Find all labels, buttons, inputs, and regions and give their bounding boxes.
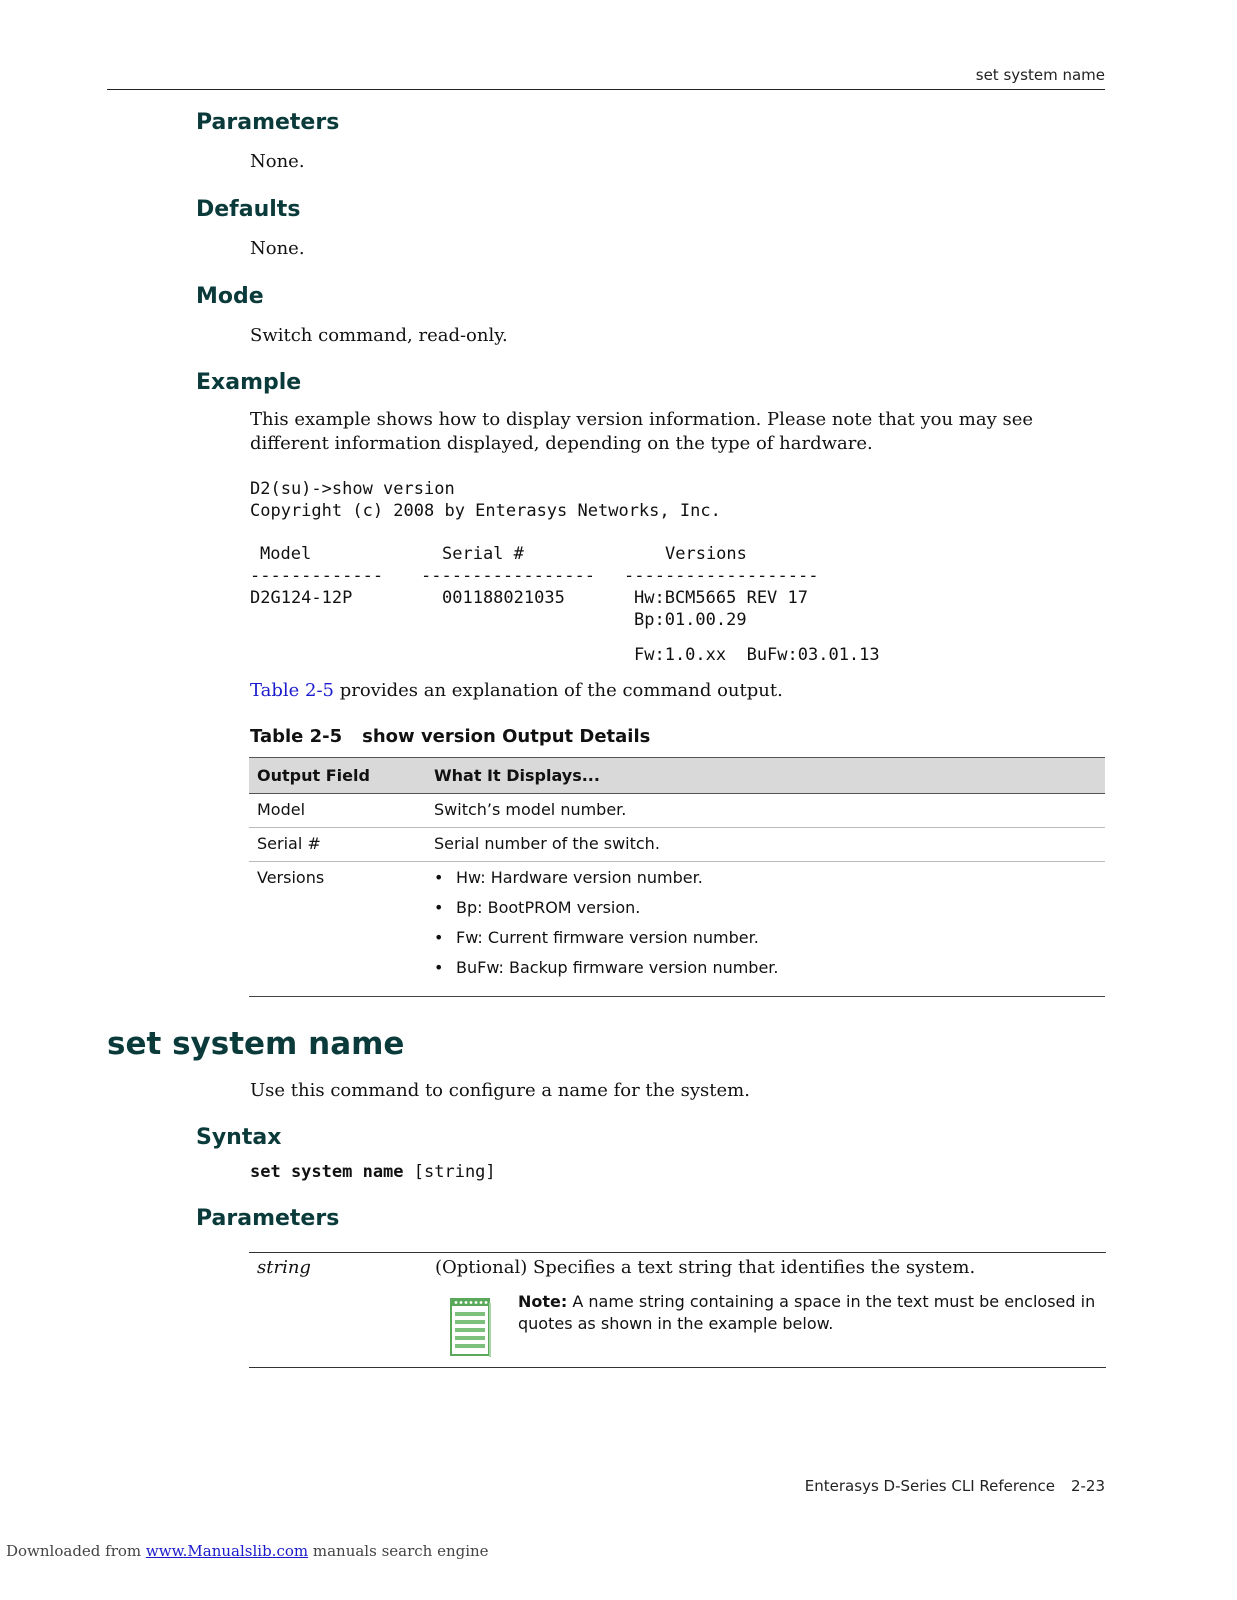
- syntax-argument: [string]: [403, 1162, 496, 1182]
- parameters-heading: Parameters: [196, 110, 340, 135]
- section-title: set system name: [107, 1026, 405, 1062]
- note-label: Note:: [518, 1292, 568, 1311]
- defaults-text: None.: [250, 238, 305, 259]
- parameter-description: (Optional) Specifies a text string that identifies the system.: [435, 1257, 976, 1278]
- download-banner: [6, 1542, 489, 1560]
- table-reference-sentence: [250, 679, 783, 703]
- table-cell-description: [426, 862, 1105, 997]
- cli-dash-versions: -------------------: [624, 566, 819, 586]
- table-cell-field: Serial #: [249, 828, 426, 862]
- cli-dash-model: -------------: [250, 566, 384, 586]
- cli-model-value: D2G124-12P: [250, 588, 353, 608]
- cli-header-serial: Serial #: [442, 544, 524, 564]
- note-icon: [449, 1295, 493, 1363]
- table-2-5-link[interactable]: Table 2-5: [250, 680, 334, 701]
- table-cell-field: Model: [249, 794, 426, 828]
- cli-header-versions: Versions: [665, 544, 747, 564]
- output-details-table: [249, 757, 1105, 997]
- table-cell-description: Switch’s model number.: [426, 794, 1105, 828]
- parameters-heading-2: Parameters: [196, 1206, 340, 1231]
- download-suffix: manuals search engine: [308, 1542, 489, 1560]
- syntax-heading: Syntax: [196, 1125, 282, 1150]
- parameters-text: None.: [250, 151, 305, 172]
- cli-bp-value: Bp:01.00.29: [634, 610, 747, 630]
- table-cell-description: Serial number of the switch.: [426, 828, 1105, 862]
- cli-header-model: Model: [260, 544, 312, 564]
- running-head: set system name: [975, 66, 1105, 84]
- note-body: A name string containing a space in the text must be enclosed in quotes as shown in the example below.: [518, 1292, 1096, 1333]
- syntax-command: set system name: [250, 1162, 404, 1182]
- list-item: • Fw: Current firmware version number.: [434, 928, 1097, 958]
- table-row: [249, 862, 1105, 997]
- versions-list: [434, 868, 1097, 988]
- syntax-line: [250, 1162, 496, 1182]
- table-reference-rest: provides an explanation of the command output.: [333, 680, 783, 701]
- column-header-output-field: Output Field: [249, 758, 426, 794]
- defaults-heading: Defaults: [196, 197, 301, 222]
- cli-hw-value: Hw:BCM5665 REV 17: [634, 588, 808, 608]
- mode-heading: Mode: [196, 284, 264, 309]
- section-intro: Use this command to configure a name for the system.: [250, 1080, 750, 1101]
- cli-fw-value: Fw:1.0.xx BuFw:03.01.13: [634, 645, 880, 665]
- table-row: [249, 828, 1105, 862]
- list-item: • Hw: Hardware version number.: [434, 868, 1097, 898]
- cli-serial-value: 001188021035: [442, 588, 565, 608]
- parameter-name: string: [257, 1257, 311, 1278]
- manualslib-link[interactable]: www.Manualslib.com: [145, 1542, 309, 1560]
- parameters-table: [249, 1252, 1106, 1368]
- list-item: • BuFw: Backup firmware version number.: [434, 958, 1097, 988]
- example-heading: Example: [196, 370, 302, 395]
- table-caption-number: Table 2-5: [250, 726, 343, 747]
- list-item: • Bp: BootPROM version.: [434, 898, 1097, 928]
- table-row: [249, 794, 1105, 828]
- page-footer: [700, 1477, 1105, 1495]
- cli-dash-serial: -----------------: [421, 566, 595, 586]
- footer-book-title: Enterasys D-Series CLI Reference: [804, 1477, 1055, 1495]
- column-header-what-it-displays: What It Displays...: [426, 758, 1105, 794]
- table-caption: [250, 726, 650, 747]
- example-text: This example shows how to display version information. Please note that you may see different information displayed, depending on the type of hardware.: [250, 409, 1034, 454]
- table-cell-field: Versions: [249, 862, 426, 997]
- header-rule: [107, 89, 1105, 90]
- download-prefix: Downloaded from: [6, 1542, 146, 1560]
- cli-line-copyright: Copyright (c) 2008 by Enterasys Networks, Inc.: [250, 501, 721, 521]
- table-caption-title: show version Output Details: [362, 726, 651, 747]
- mode-text: Switch command, read-only.: [250, 325, 508, 346]
- cli-line-command: D2(su)->show version: [250, 479, 455, 499]
- footer-page-number: 2-23: [1070, 1477, 1105, 1495]
- note-text: [518, 1291, 1103, 1335]
